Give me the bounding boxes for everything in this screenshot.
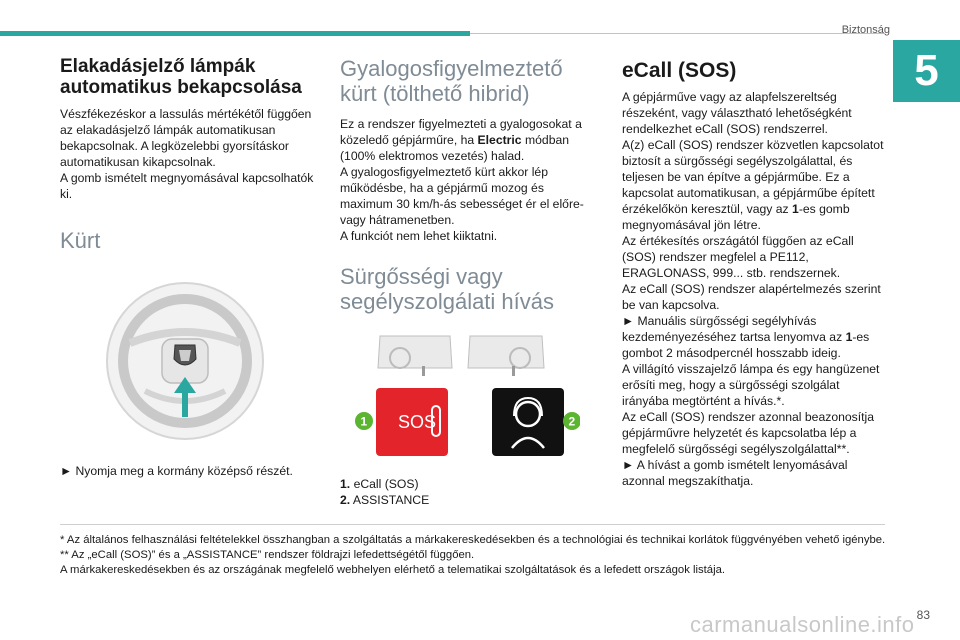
pedestrian-horn-title: Gyalogosfigyelmeztető kürt (tölthető hibrid) <box>340 56 563 106</box>
electric-mode-label: Electric <box>477 133 522 147</box>
legend-num: 2. <box>340 493 351 507</box>
ecall-para1: A gépjárműve vagy az alapfelszereltség részeként, vagy választható lehetőségként rendelkezhet eCall (SOS) rendszerrel. <box>622 90 852 136</box>
callout-badge-1 <box>355 412 373 430</box>
column-left <box>60 52 315 479</box>
ecall-para5 <box>622 313 887 361</box>
legend-text: ASSISTANCE <box>352 493 430 507</box>
ecall-para2-bold: 1 <box>792 202 799 216</box>
hazard-lights-para2: A gomb ismételt megnyomásával kapcsolhatók ki. <box>60 171 314 201</box>
top-accent-bar <box>0 31 470 36</box>
footnotes <box>60 533 900 578</box>
watermark: carmanualsonline.info <box>690 612 915 637</box>
column-middle <box>340 52 590 508</box>
callout-badge-2 <box>563 412 580 430</box>
figure-legend <box>340 476 590 508</box>
ecall-para2 <box>622 137 887 233</box>
steering-wheel-illustration <box>100 281 270 441</box>
ecall-para4: Az eCall (SOS) rendszer alapértelmezés szerint be van kapcsolva. <box>622 282 881 312</box>
pedestrian-horn-para1-end: módban (100% elektromos vezetés) halad. <box>340 133 570 163</box>
svg-text:2: 2 <box>568 414 576 429</box>
hazard-lights-title: Elakadásjelző lámpák automatikus bekapcsolása <box>60 56 302 98</box>
svg-text:1: 1 <box>360 414 368 429</box>
pedestrian-horn-para2: A gyalogosfigyelmeztető kürt akkor lép működésbe, ha a gépjármű mozog és maximum 30 km/h-ás sebességet ér el előre- vagy hátramenetben. <box>340 165 584 227</box>
ecall-para7: Az eCall (SOS) rendszer azonnal beazonosítja gépjárművre helyzetét és kapcsolatba lép a megfelelő sürgősségi segélyszolgálattal**. <box>622 410 875 456</box>
footnote-1: * Az általános felhasználási feltételekkel összhangban a szolgáltatás a márkakereskedésekben és a technológiai és technikai korlátok függvényében vehető igénybe. <box>60 534 886 546</box>
legend-item <box>340 492 590 508</box>
ecall-para2-start: A(z) eCall (SOS) rendszer közvetlen kapcsolatot biztosít a sürgősségi segélyszolgálattal, és teljesen be van építve a gépjárműbe. Ez a kapcsolat automatikusan, a gépjárműbe épített érzékelőkön keresztül, vagy az <box>622 138 884 216</box>
ecall-title: eCall (SOS) <box>622 59 737 82</box>
assistance-button-icon <box>492 388 564 456</box>
ecall-para5-start: ► Manuális sürgősségi segélyhívás kezdeményezéséhez tartsa lenyomva az <box>622 314 846 344</box>
ecall-para3: Az értékesítés országától függően az eCall (SOS) rendszer megfelel a PE112, ERAGLONASS, 999... stb. rendszernek. <box>622 234 854 280</box>
horn-instruction: ► Nyomja meg a kormány középső részét. <box>60 464 293 478</box>
footnote-3: A márkakereskedésekben és az országának megfelelő webhelyen elérhető a telematikai szolgáltatások és a lefedett országok listája. <box>60 564 726 576</box>
legend-item <box>340 476 590 492</box>
ecall-para8: ► A hívást a gomb ismételt lenyomásával azonnal megszakíthatja. <box>622 458 848 488</box>
brand-logo-icon <box>174 345 196 365</box>
ecall-para6: A villágító visszajelző lámpa és egy hangüzenet erősíti meg, hogy a sürgősségi szolgálat irányába megtörtént a hívás.*. <box>622 362 880 408</box>
column-right <box>622 52 887 489</box>
sos-button-text: SOS <box>398 412 437 432</box>
footnote-divider <box>60 524 885 525</box>
dashboard-right-icon <box>468 336 544 376</box>
section-label: Biztonság <box>841 24 890 36</box>
ecall-para5-bold: 1 <box>845 330 853 344</box>
sos-buttons-illustration <box>340 328 580 458</box>
page-number: 83 <box>916 608 930 622</box>
ecall-para2-end: -es gomb megnyomásával jön létre. <box>622 202 850 232</box>
horn-title: Kürt <box>60 228 101 253</box>
emergency-call-title: Sürgősségi vagy segélyszolgálati hívás <box>340 264 555 314</box>
top-rule <box>470 33 885 34</box>
legend-text: eCall (SOS) <box>353 477 419 491</box>
ecall-para5-end: -es gombot 2 másodpercnél hosszabb ideig. <box>622 330 870 360</box>
hazard-lights-para1: Vészfékezéskor a lassulás mértékétől függően az elakadásjelző lámpák automatikusan bekapcsolnak. A legközelebbi gyorsításkor automatikusan kikapcsolnak. <box>60 107 312 169</box>
pedestrian-horn-para1-start: Ez a rendszer figyelmezteti a gyalogosokat a közeledő gépjárműre, ha <box>340 117 582 147</box>
dashboard-left-icon <box>378 336 452 376</box>
legend-num: 1. <box>340 477 351 491</box>
sos-button-icon <box>376 388 448 456</box>
pedestrian-horn-para3: A funkciót nem lehet kiiktatni. <box>340 229 498 243</box>
pedestrian-horn-para1 <box>340 116 590 164</box>
chapter-badge: 5 <box>893 40 960 102</box>
footnote-2: ** Az „eCall (SOS)” és a „ASSISTANCE” rendszer földrajzi lefedettségétől függően. <box>60 549 475 561</box>
